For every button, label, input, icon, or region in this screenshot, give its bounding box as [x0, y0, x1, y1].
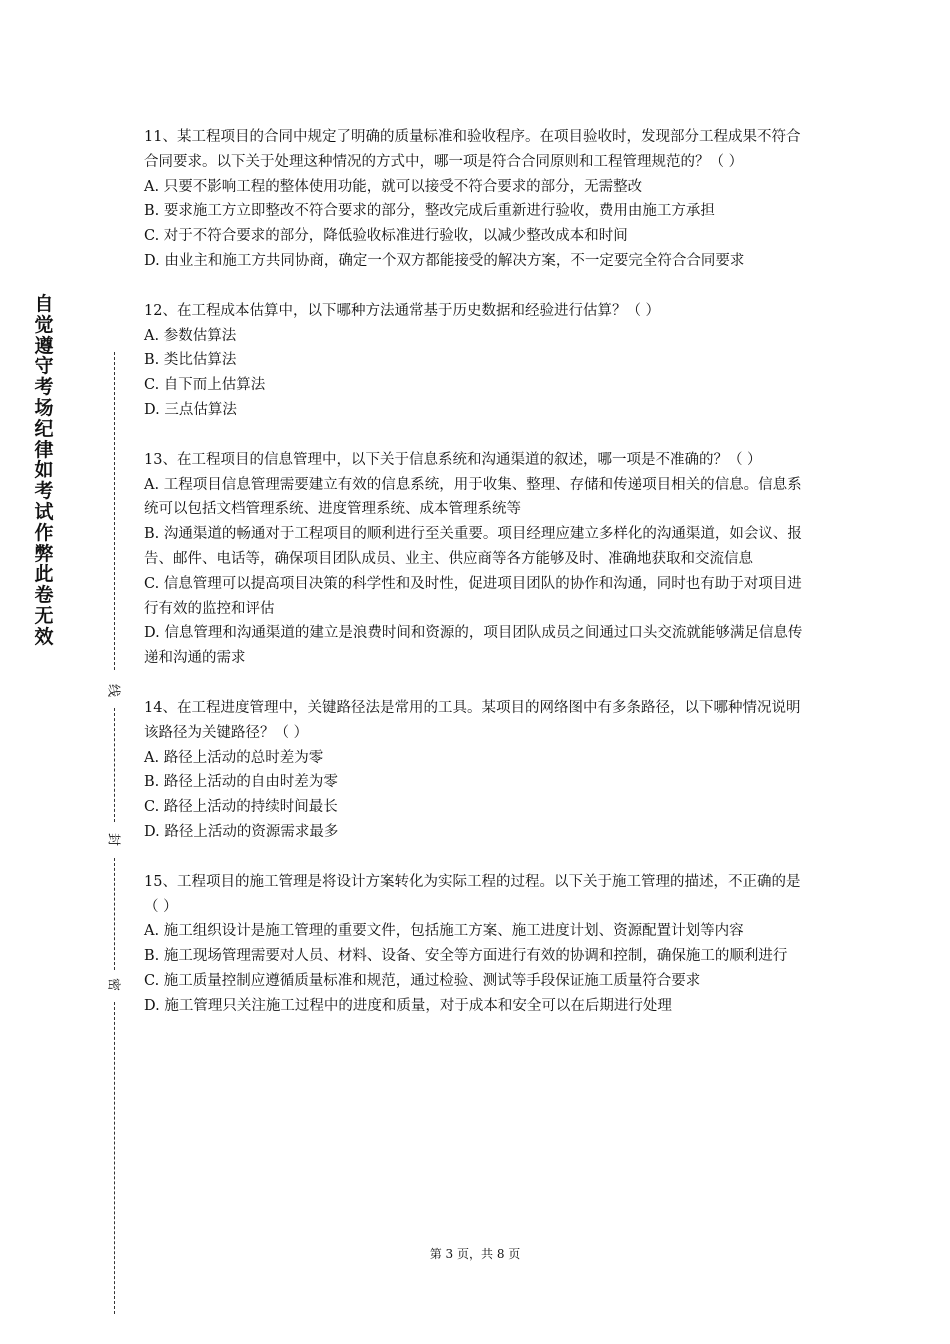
page-number: 第 3 页，共 8 页 — [429, 1247, 521, 1261]
binding-mark-line: 线 — [105, 683, 121, 697]
question-list — [144, 125, 814, 1044]
option-a: A. 施工组织设计是施工管理的重要文件，包括施工方案、施工进度计划、资源配置计划等内容 — [144, 923, 744, 940]
option-b: B. 沟通渠道的畅通对于工程项目的顺利进行至关重要。项目经理应建立多样化的沟通渠道，如会议、报告、邮件、电话等，确保项目团队成员、业主、供应商等各方能够及时、准确地获取和交流信息 — [144, 526, 802, 567]
option-c: C. 路径上活动的持续时间最长 — [144, 799, 338, 816]
question-stem: 14、在工程进度管理中，关键路径法是常用的工具。某项目的网络图中有多条路径，以下哪种情况说明该路径为关键路径？（ ） — [144, 699, 801, 741]
binding-dashed-line-bottom — [114, 1002, 115, 1314]
option-d: D. 路径上活动的资源需求最多 — [144, 823, 339, 840]
option-b: B. 施工现场管理需要对人员、材料、设备、安全等方面进行有效的协调和控制，确保施工的顺利进行 — [144, 948, 788, 965]
exam-discipline-warning: 自觉遵守考场纪律如考试作弊此卷无效 — [34, 293, 54, 648]
option-c: C. 信息管理可以提高项目决策的科学性和及时性，促进项目团队的协作和沟通，同时也有助于对项目进行有效的监控和评估 — [144, 575, 802, 617]
question-13 — [144, 448, 814, 671]
option-b: B. 类比估算法 — [144, 352, 237, 369]
option-c: C. 对于不符合要求的部分，降低验收标准进行验收，以减少整改成本和时间 — [144, 228, 628, 245]
question-stem: 15、工程项目的施工管理是将设计方案转化为实际工程的过程。以下关于施工管理的描述，不正确的是（ ） — [144, 873, 801, 915]
question-11 — [144, 125, 814, 274]
option-b: B. 要求施工方立即整改不符合要求的部分，整改完成后重新进行验收，费用由施工方承担 — [144, 203, 715, 220]
option-b: B. 路径上活动的自由时差为零 — [144, 774, 338, 791]
option-a: A. 参数估算法 — [144, 327, 237, 344]
option-c: C. 自下而上估算法 — [144, 377, 266, 394]
binding-dashed-line-upper-mid — [114, 708, 115, 822]
binding-dashed-line-lower-mid — [114, 858, 115, 970]
question-14 — [144, 696, 814, 845]
option-c: C. 施工质量控制应遵循质量标准和规范，通过检验、测试等手段保证施工质量符合要求 — [144, 972, 701, 989]
option-d: D. 三点估算法 — [144, 401, 237, 418]
option-d: D. 施工管理只关注施工过程中的进度和质量，对于成本和安全可以在后期进行处理 — [144, 997, 672, 1014]
question-stem: 12、在工程成本估算中，以下哪种方法通常基于历史数据和经验进行估算？（ ） — [144, 302, 661, 319]
option-d: D. 由业主和施工方共同协商，确定一个双方都能接受的解决方案，不一定要完全符合合同要求 — [144, 252, 745, 269]
question-stem: 11、某工程项目的合同中规定了明确的质量标准和验收程序。在项目验收时，发现部分工程成果不符合合同要求。以下关于处理这种情况的方式中，哪一项是符合合同原则和工程管理规范的？（ ） — [144, 129, 801, 170]
binding-mark-seal: 封 — [105, 832, 121, 846]
binding-mark-secret: 密 — [105, 977, 121, 991]
question-15 — [144, 870, 814, 1019]
option-a: A. 只要不影响工程的整体使用功能，就可以接受不符合要求的部分，无需整改 — [144, 178, 643, 195]
question-12 — [144, 299, 814, 423]
option-d: D. 信息管理和沟通渠道的建立是浪费时间和资源的，项目团队成员之间通过口头交流就能够满足信息传递和沟通的需求 — [144, 625, 803, 667]
question-stem: 13、在工程项目的信息管理中，以下关于信息系统和沟通渠道的叙述，哪一项是不准确的？（ ） — [144, 451, 762, 468]
binding-dashed-line-top — [114, 352, 115, 670]
option-a: A. 工程项目信息管理需要建立有效的信息系统，用于收集、整理、存储和传递项目相关的信息。信息系统可以包括文档管理系统、进度管理系统、成本管理系统等 — [144, 476, 802, 518]
option-a: A. 路径上活动的总时差为零 — [144, 749, 324, 766]
